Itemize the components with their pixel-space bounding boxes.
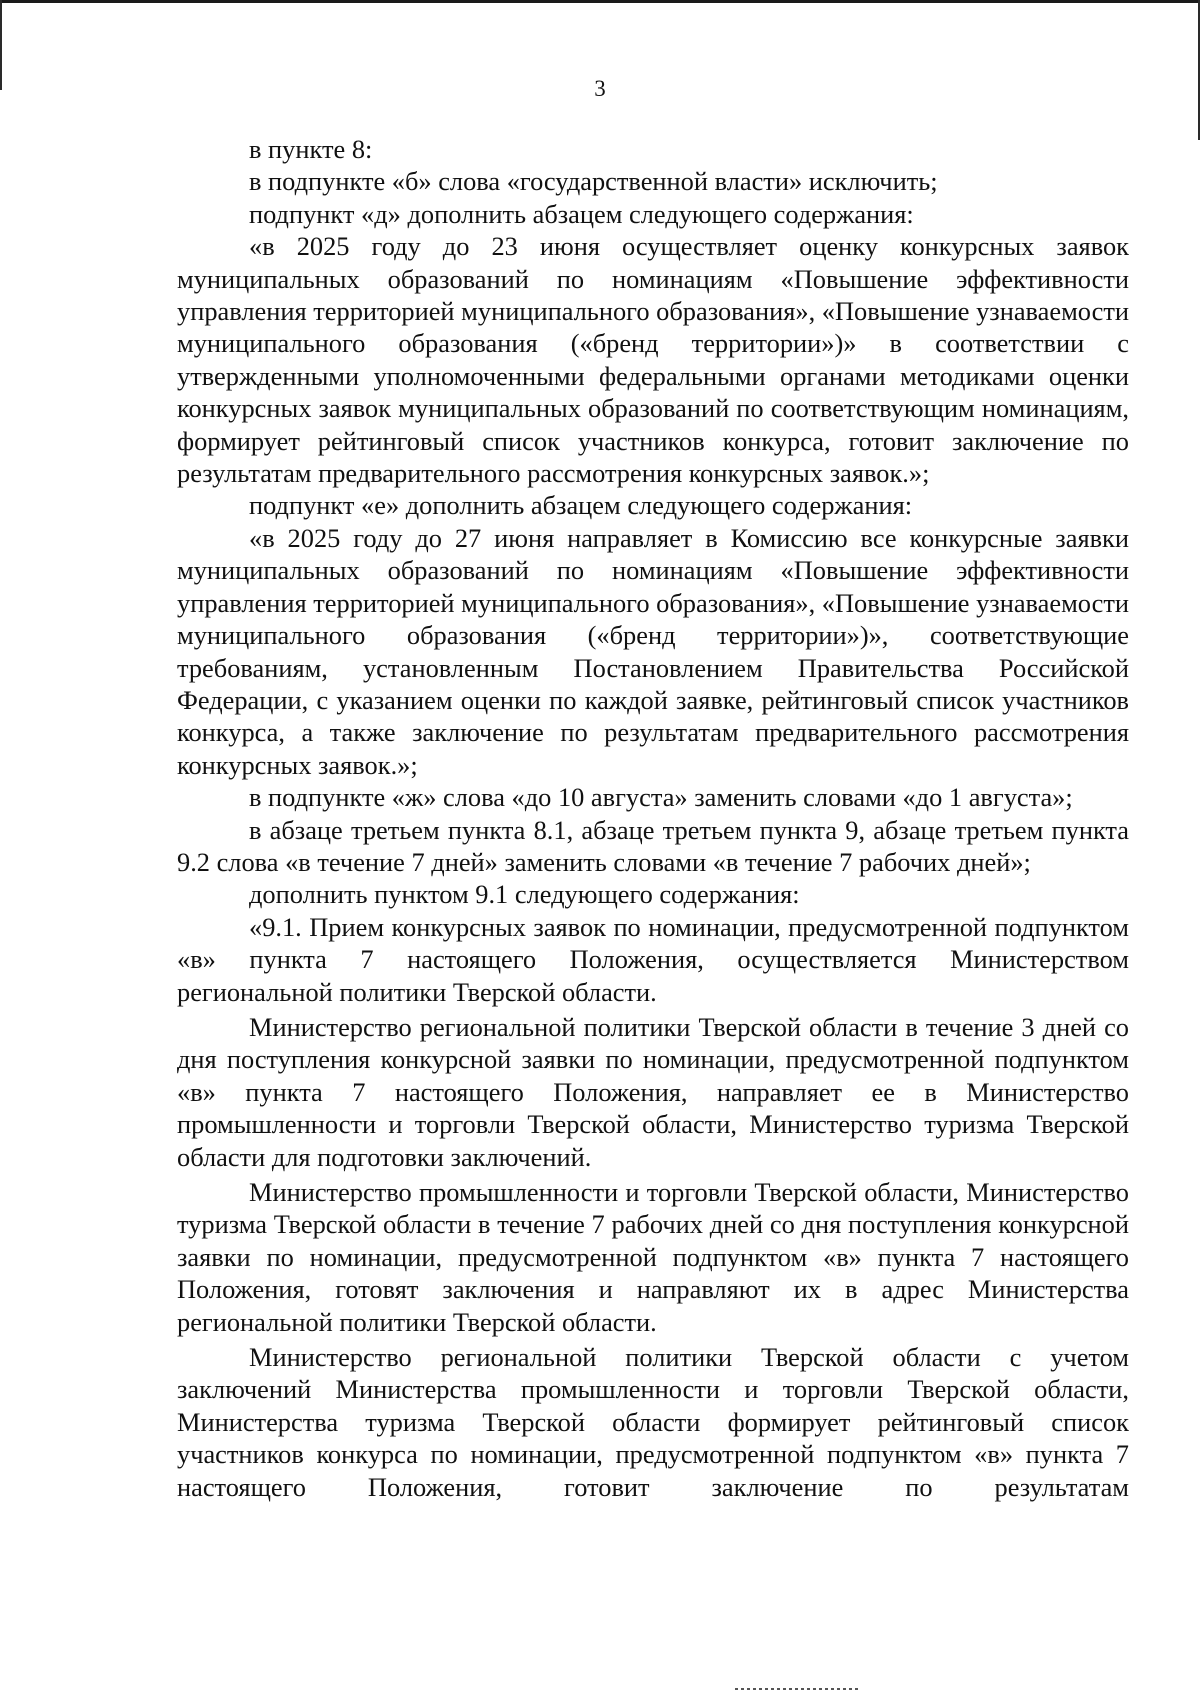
scan-border-top xyxy=(0,0,1200,3)
paragraph: подпункт «д» дополнить абзацем следующего содержания: xyxy=(249,198,914,229)
paragraph: в подпункте «ж» слова «до 10 августа» заменить словами «до 1 августа»; xyxy=(249,782,1073,813)
paragraph: Министерство региональной политики Тверской области с учетом заключений Министерства промышленности и торговли Тверской области, Министерства туризма Тверской области формирует рейтинговый список участников конкурса по номинации, предусмотренной подпунктом «в» пункта 7 настоящего Положения, готовит заключение по результатам xyxy=(177,1342,1129,1502)
page-number: 3 xyxy=(594,76,606,101)
paragraph: подпункт «е» дополнить абзацем следующего содержания: xyxy=(249,490,913,521)
scan-artifact xyxy=(735,1688,860,1690)
paragraph: в пункте 8: xyxy=(249,134,373,164)
paragraph: Министерство промышленности и торговли Тверской области, Министерство туризма Тверской области в течение 7 рабочих дней со дня поступления конкурсной заявки по номинации, предусмотренной подпунктом «в» пункта 7 настоящего Положения, готовят заключения и направляют их в адрес Министерства региональной политики Тверской области. xyxy=(177,1177,1129,1337)
paragraph: «в 2025 году до 23 июня осуществляет оценку конкурсных заявок муниципальных образований по номинациям «Повышение эффективности управления территорией муниципального образования», «Повышение узнаваемости муниципального образования («бренд территории»)» в соответствии с утвержденными уполномоченными федеральными органами методиками оценки конкурсных заявок муниципальных образований по соответствующим номинациям, формирует рейтинговый список участников конкурса, готовит заключение по результатам предварительного рассмотрения конкурсных заявок.»; xyxy=(177,231,1129,489)
paragraph: «9.1. Прием конкурсных заявок по номинации, предусмотренной подпунктом «в» пункта 7 настоящего Положения, осуществляется Министерством региональной политики Тверской области. xyxy=(177,911,1129,1007)
document-body xyxy=(177,133,1129,1503)
paragraph: в абзаце третьем пункта 8.1, абзаце третьем пункта 9, абзаце третьем пункта 9.2 слова «в течение 7 дней» заменить словами «в течение 7 рабочих дней»; xyxy=(177,814,1129,877)
paragraph: Министерство региональной политики Тверской области в течение 3 дней со дня поступления конкурсной заявки по номинации, предусмотренной подпунктом «в» пункта 7 настоящего Положения, направляет ее в Министерство промышленности и торговли Тверской области, Министерство туризма Тверской области для подготовки заключений. xyxy=(177,1011,1129,1172)
paragraph: «в 2025 году до 27 июня направляет в Комиссию все конкурсные заявки муниципальных образований по номинациям «Повышение эффективности управления территорией муниципального образования», «Повышение узнаваемости муниципального образования («бренд территории»)», соответствующие требованиям, установленным Постановлением Правительства Российской Федерации, с указанием оценки по каждой заявке, рейтинговый список участников конкурса, а также заключение по результатам предварительного рассмотрения конкурсных заявок.»; xyxy=(177,522,1129,780)
paragraph: дополнить пунктом 9.1 следующего содержания: xyxy=(249,879,800,910)
paragraph: в подпункте «б» слова «государственной власти» исключить; xyxy=(249,166,938,197)
